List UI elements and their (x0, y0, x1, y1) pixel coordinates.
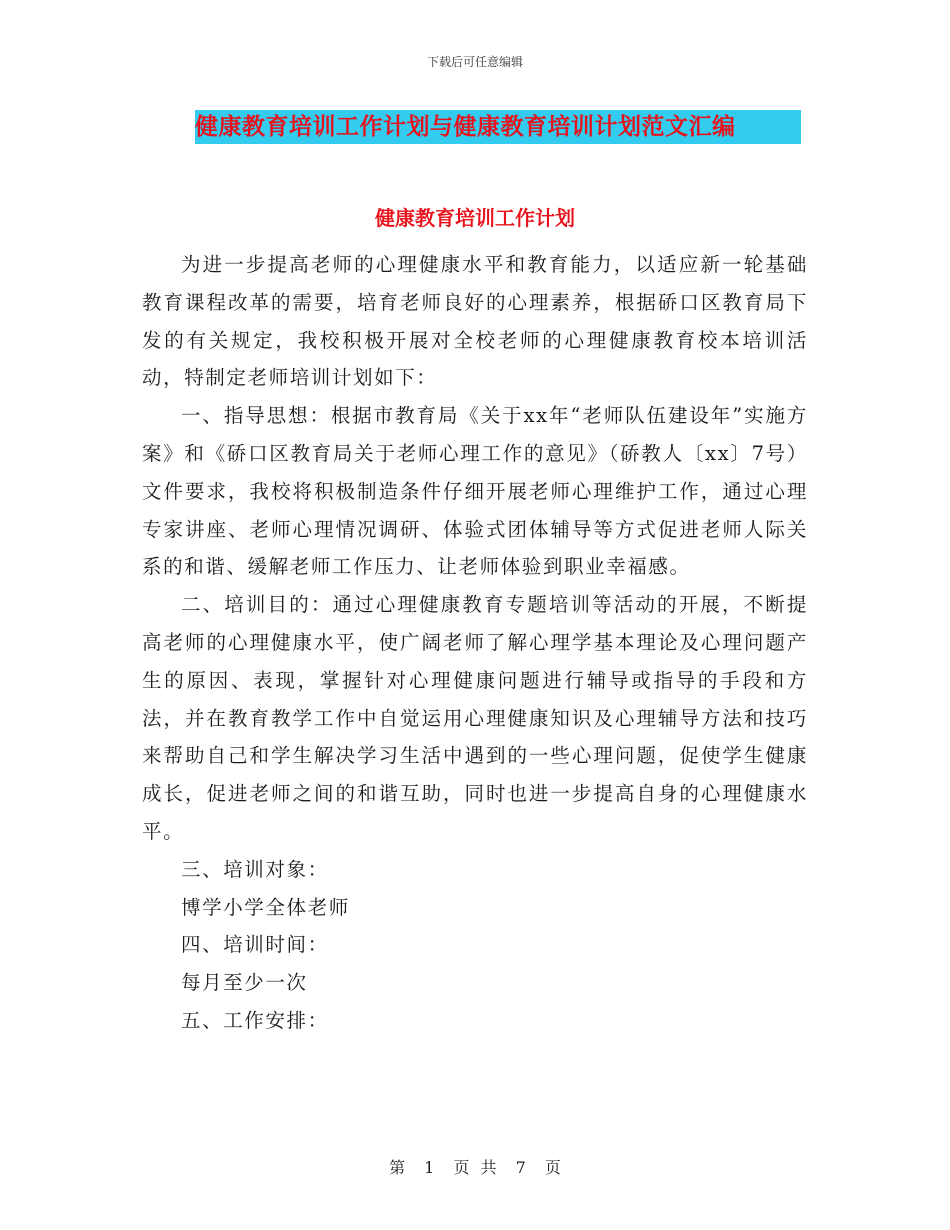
header-note: 下载后可任意编辑 (426, 55, 523, 69)
section-title: 健康教育培训工作计划 (375, 206, 575, 230)
page-middle: 页 共 (453, 1158, 497, 1177)
document-body (142, 246, 808, 1040)
heading-work-arrangement: 五、工作安排： (181, 1008, 329, 1032)
page-number (0, 1155, 950, 1178)
text-training-target: 博学小学全体老师 (181, 895, 350, 919)
current-page: 1 (424, 1158, 435, 1177)
heading-training-time: 四、培训时间： (181, 933, 329, 957)
paragraph-training-goal: 二、培训目的：通过心理健康教育专题培训等活动的开展，不断提高老师的心理健康水平，使广阔老师了解心理学基本理论及心理问题产生的原因、表现，掌握针对心理健康问题进行辅导或指导的手段和方法，并在教育教学工作中自觉运用心理健康知识及心理辅导方法和技巧来帮助自己和学生解决学习生活中遇到的一些心理问题，促使学生健康成长，促进老师之间的和谐互助，同时也进一步提高自身的心理健康水平。 (142, 593, 808, 843)
page-suffix: 页 (544, 1158, 561, 1177)
page-prefix: 第 (389, 1158, 406, 1177)
text-training-time: 每月至少一次 (181, 971, 308, 995)
paragraph-intro: 为进一步提高老师的心理健康水平和教育能力，以适应新一轮基础教育课程改革的需要，培育老师良好的心理素养，根据硚口区教育局下发的有关规定，我校积极开展对全校老师的心理健康教育校本培训活动，特制定老师培训计划如下： (142, 253, 808, 390)
total-pages: 7 (515, 1158, 526, 1177)
heading-training-target: 三、培训对象： (181, 857, 329, 881)
paragraph-guiding-thought: 一、指导思想：根据市教育局《关于xx年“老师队伍建设年”实施方案》和《硚口区教育局关于老师心理工作的意见》（硚教人〔xx〕7号）文件要求，我校将积极制造条件仔细开展老师心理维护工作，通过心理专家讲座、老师心理情况调研、体验式团体辅导等方式促进老师人际关系的和谐、缓解老师工作压力、让老师体验到职业幸福感。 (142, 404, 808, 579)
document-title: 健康教育培训工作计划与健康教育培训计划范文汇编 (195, 113, 736, 140)
